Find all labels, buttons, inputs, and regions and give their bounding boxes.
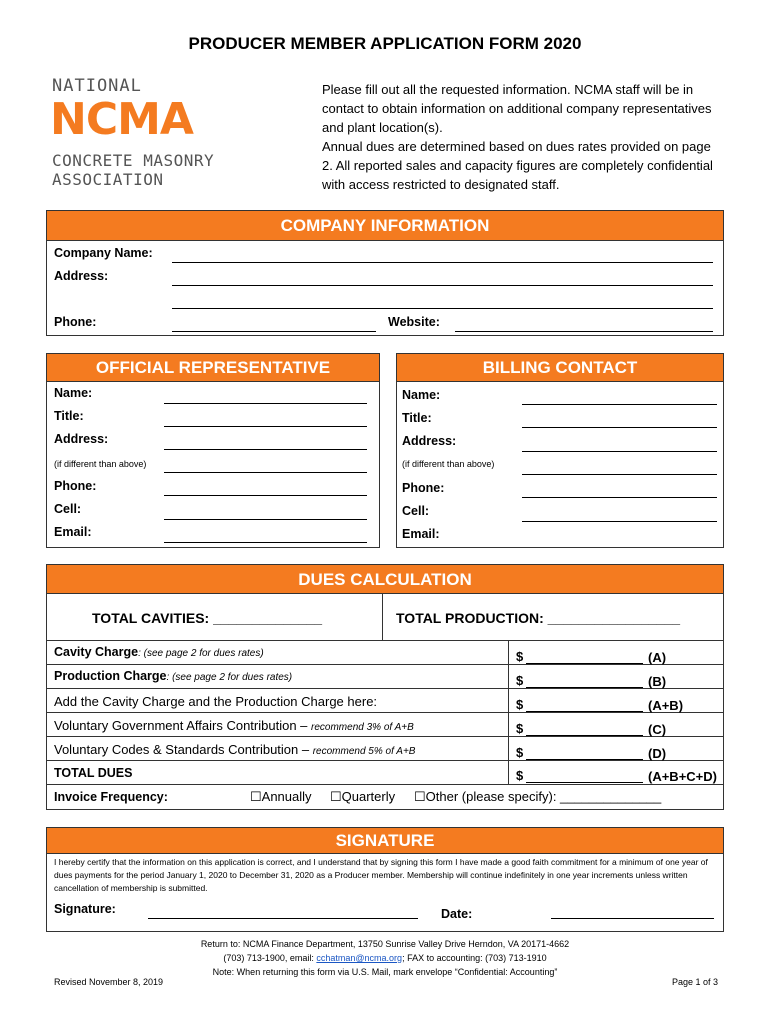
- dues-amount-divider: [508, 641, 509, 785]
- billing-cell-field[interactable]: [522, 521, 717, 522]
- billing-address-field-1[interactable]: [522, 451, 717, 452]
- official-email-field[interactable]: [164, 542, 367, 543]
- billing-phone-field[interactable]: [522, 497, 717, 498]
- amount-b-field[interactable]: [526, 687, 643, 688]
- billing-cell-label: Cell:: [402, 504, 430, 518]
- code-b: (B): [648, 674, 667, 689]
- amount-a-field[interactable]: [526, 663, 643, 664]
- code-c: (C): [648, 722, 667, 737]
- intro-paragraph-1: Please fill out all the requested information. NCMA staff will be in contact to obtain information on additional company representatives and plant location(s).: [322, 82, 712, 135]
- billing-address-label: Address:: [402, 434, 457, 448]
- logo-ncma: NCMA: [50, 94, 193, 145]
- logo-line-association: ASSOCIATION: [52, 170, 164, 189]
- billing-title-field[interactable]: [522, 427, 717, 428]
- dollar-ab: $: [516, 697, 524, 712]
- address-field-1[interactable]: [172, 285, 713, 286]
- signature-label: Signature:: [54, 902, 116, 916]
- code-ab: (A+B): [648, 698, 684, 713]
- amount-c-field[interactable]: [526, 735, 643, 736]
- amount-ab-field[interactable]: [526, 711, 643, 712]
- signature-field[interactable]: [148, 918, 418, 919]
- official-address-field-2[interactable]: [164, 472, 367, 473]
- production-charge-note: : (see page 2 for dues rates): [166, 672, 293, 683]
- sum-charge-label: Add the Cavity Charge and the Production Charge here:: [54, 694, 378, 709]
- official-phone-label: Phone:: [54, 479, 97, 493]
- official-address-note: (if different than above): [54, 459, 147, 469]
- other-checkbox[interactable]: ☐Other (please specify): ______________: [414, 789, 662, 804]
- cavity-charge-title: Cavity Charge: [54, 645, 139, 659]
- amount-d-field[interactable]: [526, 759, 643, 760]
- website-label: Website:: [388, 315, 440, 329]
- codes-standards-note: recommend 5% of A+B: [312, 746, 416, 757]
- dollar-a: $: [516, 649, 524, 664]
- company-section: [46, 210, 724, 336]
- official-cell-label: Cell:: [54, 502, 82, 516]
- billing-name-field[interactable]: [522, 404, 717, 405]
- codes-standards-title: Voluntary Codes & Standards Contribution –: [54, 742, 313, 757]
- phone-label: Phone:: [54, 315, 97, 329]
- annually-checkbox[interactable]: ☐Annually: [250, 789, 312, 804]
- cavity-charge-note: : (see page 2 for dues rates): [138, 648, 264, 659]
- amount-total-field[interactable]: [526, 782, 643, 783]
- official-phone-field[interactable]: [164, 495, 367, 496]
- billing-address-field-2[interactable]: [522, 474, 717, 475]
- date-label: Date:: [441, 907, 473, 921]
- billing-phone-label: Phone:: [402, 481, 445, 495]
- footer-phone-text: (703) 713-1900, email:: [223, 953, 317, 963]
- logo-line-national: NATIONAL: [52, 76, 142, 96]
- footer-line-1: Return to: NCMA Finance Department, 13750 Sunrise Valley Drive Herndon, VA 20171-4662: [200, 939, 570, 949]
- company-name-field[interactable]: [172, 262, 713, 263]
- footer-line-2: [0, 951, 770, 965]
- dollar-d: $: [516, 745, 524, 760]
- total-cavities-field[interactable]: TOTAL CAVITIES: ______________: [92, 610, 323, 626]
- official-cell-field[interactable]: [164, 519, 367, 520]
- gov-affairs-title: Voluntary Government Affairs Contribution –: [54, 718, 312, 733]
- official-name-field[interactable]: [164, 403, 367, 404]
- address-label: Address:: [54, 269, 109, 283]
- billing-contact-header: BILLING CONTACT: [397, 354, 723, 382]
- official-address-field-1[interactable]: [164, 449, 367, 450]
- phone-field[interactable]: [172, 331, 376, 332]
- billing-title-label: Title:: [402, 411, 432, 425]
- billing-name-label: Name:: [402, 388, 441, 402]
- codes-standards-label: [54, 742, 415, 757]
- billing-email-label: Email:: [402, 527, 440, 541]
- page-number: Page 1 of 3: [672, 977, 719, 987]
- dollar-c: $: [516, 721, 524, 736]
- dues-totals-divider: [382, 593, 383, 640]
- total-production-field[interactable]: TOTAL PRODUCTION: _________________: [396, 610, 681, 626]
- footer-fax-text: ; FAX to accounting: (703) 713-1910: [402, 953, 547, 963]
- gov-affairs-label: [54, 718, 414, 733]
- code-a: (A): [648, 650, 667, 665]
- production-charge-title: Production Charge: [54, 669, 167, 683]
- intro-paragraph-2: Annual dues are determined based on dues rates provided on page 2. All reported sales and capacity figures are completely confidential with access restricted to designated staff.: [322, 139, 713, 192]
- gov-affairs-note: recommend 3% of A+B: [311, 722, 414, 733]
- quarterly-checkbox[interactable]: ☐Quarterly: [330, 789, 396, 804]
- billing-address-note: (if different than above): [402, 459, 495, 469]
- footer-return-address: [0, 937, 770, 979]
- official-title-label: Title:: [54, 409, 84, 423]
- dollar-total: $: [516, 768, 524, 783]
- invoice-frequency-label: Invoice Frequency:: [54, 790, 168, 804]
- total-dues-label: TOTAL DUES: [54, 766, 133, 780]
- cavity-charge-label: [54, 645, 264, 659]
- logo-line-concrete: CONCRETE MASONRY: [52, 151, 215, 170]
- official-name-label: Name:: [54, 386, 93, 400]
- code-total: (A+B+C+D): [648, 769, 717, 784]
- dues-header: DUES CALCULATION: [47, 565, 723, 594]
- official-address-label: Address:: [54, 432, 109, 446]
- footer-line-3: Note: When returning this form via U.S. Mail, mark envelope “Confidential: Accounting”: [212, 967, 558, 977]
- company-name-label: Company Name:: [54, 246, 153, 260]
- page-title: PRODUCER MEMBER APPLICATION FORM 2020: [188, 34, 582, 53]
- official-rep-header: OFFICIAL REPRESENTATIVE: [47, 354, 379, 382]
- date-field[interactable]: [551, 918, 714, 919]
- certification-text: I hereby certify that the information on this application is correct, and I understand that by signing this form I have made a good faith commitment for a minimum of one year of dues payments for the period January 1, 2020 to December 31, 2020 as a Producer member. Membership will continue indefinitely in one year increments unless written cancellation of membership is submitted.: [54, 857, 708, 893]
- official-title-field[interactable]: [164, 426, 367, 427]
- dollar-b: $: [516, 673, 524, 688]
- revised-date: Revised November 8, 2019: [54, 977, 164, 987]
- official-email-label: Email:: [54, 525, 92, 539]
- website-field[interactable]: [455, 331, 713, 332]
- address-field-2[interactable]: [172, 308, 713, 309]
- production-charge-label: [54, 669, 292, 683]
- company-header: COMPANY INFORMATION: [47, 211, 723, 241]
- code-d: (D): [648, 746, 667, 761]
- email-link[interactable]: cchatman@ncma.org: [316, 953, 403, 963]
- intro-text: [322, 80, 722, 194]
- signature-header: SIGNATURE: [47, 828, 723, 854]
